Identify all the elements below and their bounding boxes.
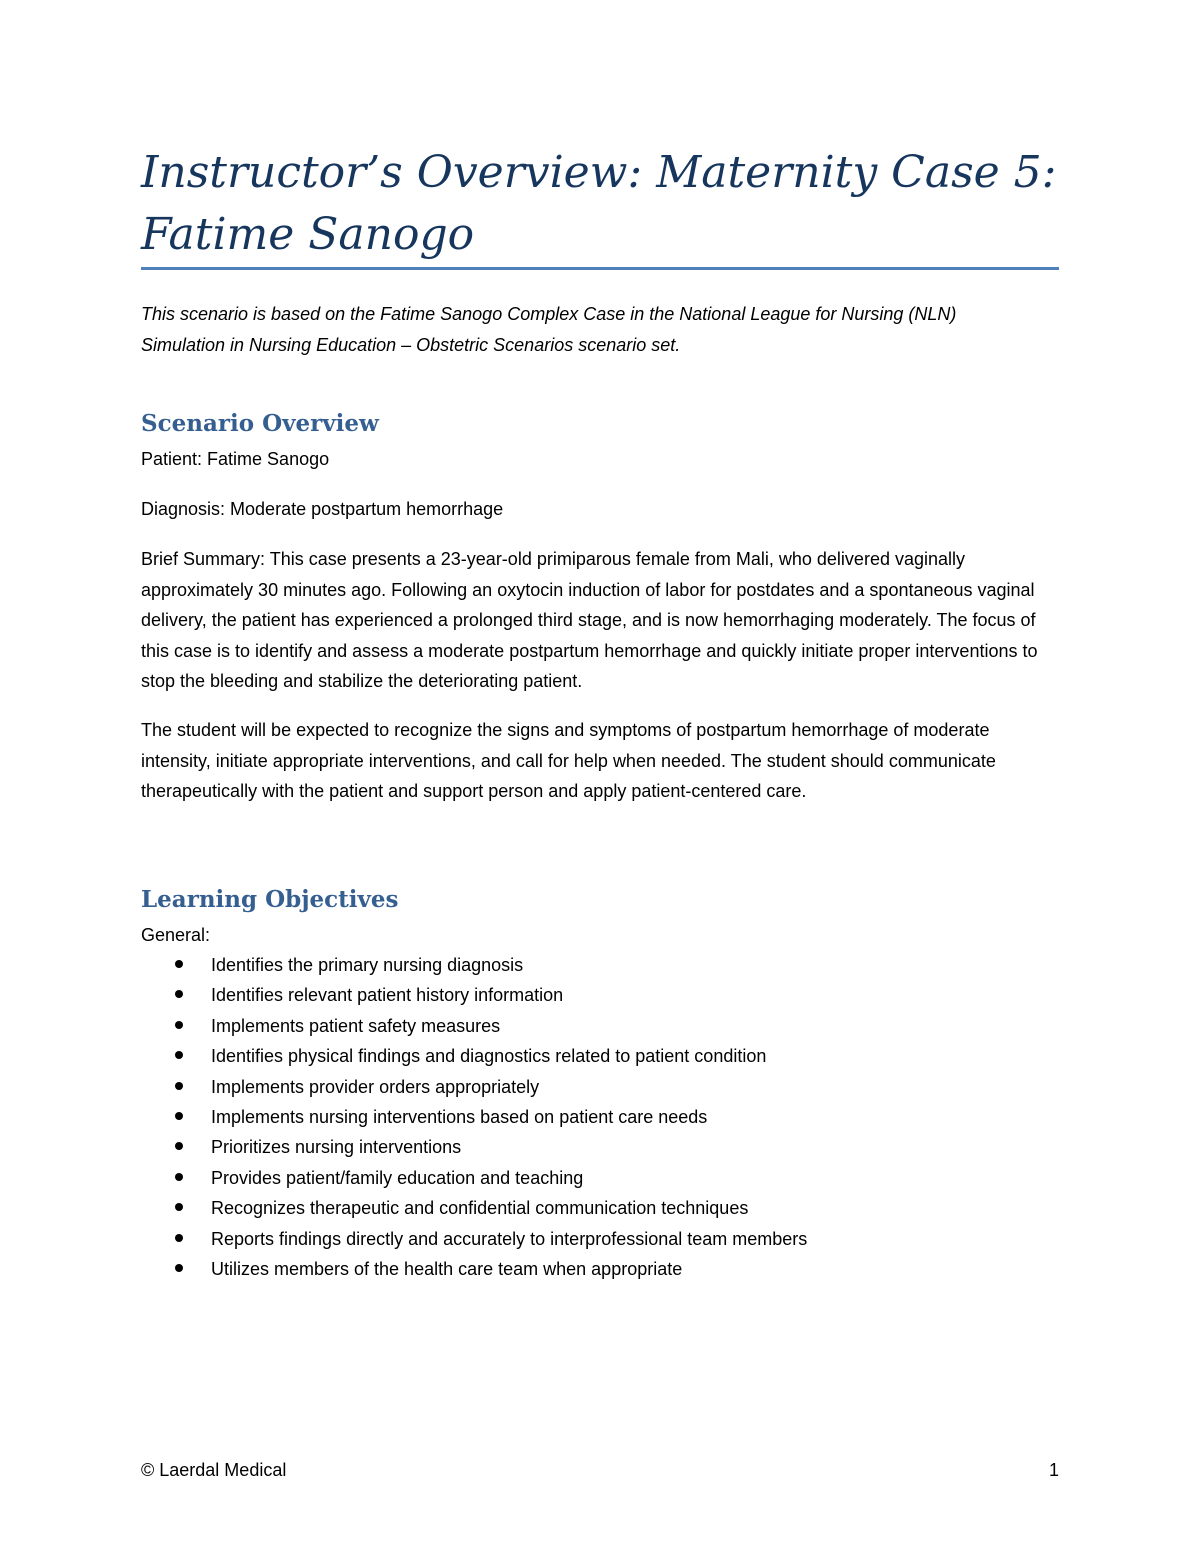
bullet-icon	[175, 990, 183, 998]
intro-paragraph: This scenario is based on the Fatime Sanogo Complex Case in the National League for Nursing (NLN) Simulation in Nursing Education – Obstetric Scenarios scenario set.	[141, 304, 957, 355]
bullet-icon	[175, 1021, 183, 1029]
list-item-text: Identifies physical findings and diagnostics related to patient condition	[211, 1046, 767, 1067]
list-item-text: Implements nursing interventions based on patient care needs	[211, 1107, 708, 1128]
list-item	[141, 1163, 1059, 1193]
list-item	[141, 1254, 1059, 1284]
list-item-text: Implements patient safety measures	[211, 1015, 501, 1036]
bullet-icon	[175, 1051, 183, 1059]
learning-objectives-heading: Learning Objectives	[141, 886, 399, 913]
list-item	[141, 1193, 1059, 1223]
list-item	[141, 1102, 1059, 1132]
footer-copyright: © Laerdal Medical	[141, 1460, 287, 1480]
bullet-icon	[175, 1112, 183, 1120]
list-item-text: Reports findings directly and accurately to interprofessional team members	[211, 1228, 808, 1249]
bullet-icon	[175, 960, 183, 968]
student-expectation-paragraph: The student will be expected to recognize the signs and symptoms of postpartum hemorrhage of moderate intensity, initiate appropriate interventions, and call for help when needed. The student should communicate therapeutically with the patient and support person and apply patient-centered care.	[141, 720, 996, 801]
list-item-text: Provides patient/family education and teaching	[211, 1167, 584, 1188]
bullet-icon	[175, 1082, 183, 1090]
bullet-icon	[175, 1203, 183, 1211]
list-item-text: Prioritizes nursing interventions	[211, 1137, 462, 1158]
title-divider	[141, 267, 1059, 270]
diagnosis-line: Diagnosis: Moderate postpartum hemorrhage	[141, 499, 504, 519]
list-item-text: Identifies the primary nursing diagnosis	[211, 955, 524, 975]
bullet-icon	[175, 1173, 183, 1181]
document-title: Instructor’s Overview: Maternity Case 5: Fatime Sanogo	[141, 147, 1057, 260]
learning-objectives-list	[141, 950, 1059, 1284]
brief-summary-paragraph: Brief Summary: This case presents a 23-year-old primiparous female from Mali, who delivered vaginally approximately 30 minutes ago. Following an oxytocin induction of labor for postdates and a spontaneous vaginal delivery, the patient has experienced a prolonged third stage, and is now hemorrhaging moderately. The focus of this case is to identify and assess a moderate postpartum hemorrhage and quickly initiate proper interventions to stop the bleeding and stabilize the deteriorating patient.	[141, 549, 1038, 691]
patient-line: Patient: Fatime Sanogo	[141, 449, 330, 469]
list-item	[141, 1224, 1059, 1254]
bullet-icon	[175, 1264, 183, 1272]
list-item	[141, 950, 1059, 980]
list-item-text: Implements provider orders appropriately	[211, 1076, 540, 1097]
list-item	[141, 1072, 1059, 1102]
footer-page-number: 1	[1048, 1460, 1059, 1480]
list-item	[141, 1132, 1059, 1162]
list-item	[141, 1041, 1059, 1071]
list-item-text: Utilizes members of the health care team when appropriate	[211, 1259, 683, 1280]
bullet-icon	[175, 1142, 183, 1150]
list-item-text: Identifies relevant patient history information	[211, 985, 564, 1006]
scenario-overview-heading: Scenario Overview	[141, 410, 379, 437]
list-item-text: Recognizes therapeutic and confidential communication techniques	[211, 1198, 749, 1219]
list-item	[141, 1011, 1059, 1041]
bullet-icon	[175, 1234, 183, 1242]
list-item	[141, 980, 1059, 1010]
general-label: General:	[141, 925, 211, 945]
